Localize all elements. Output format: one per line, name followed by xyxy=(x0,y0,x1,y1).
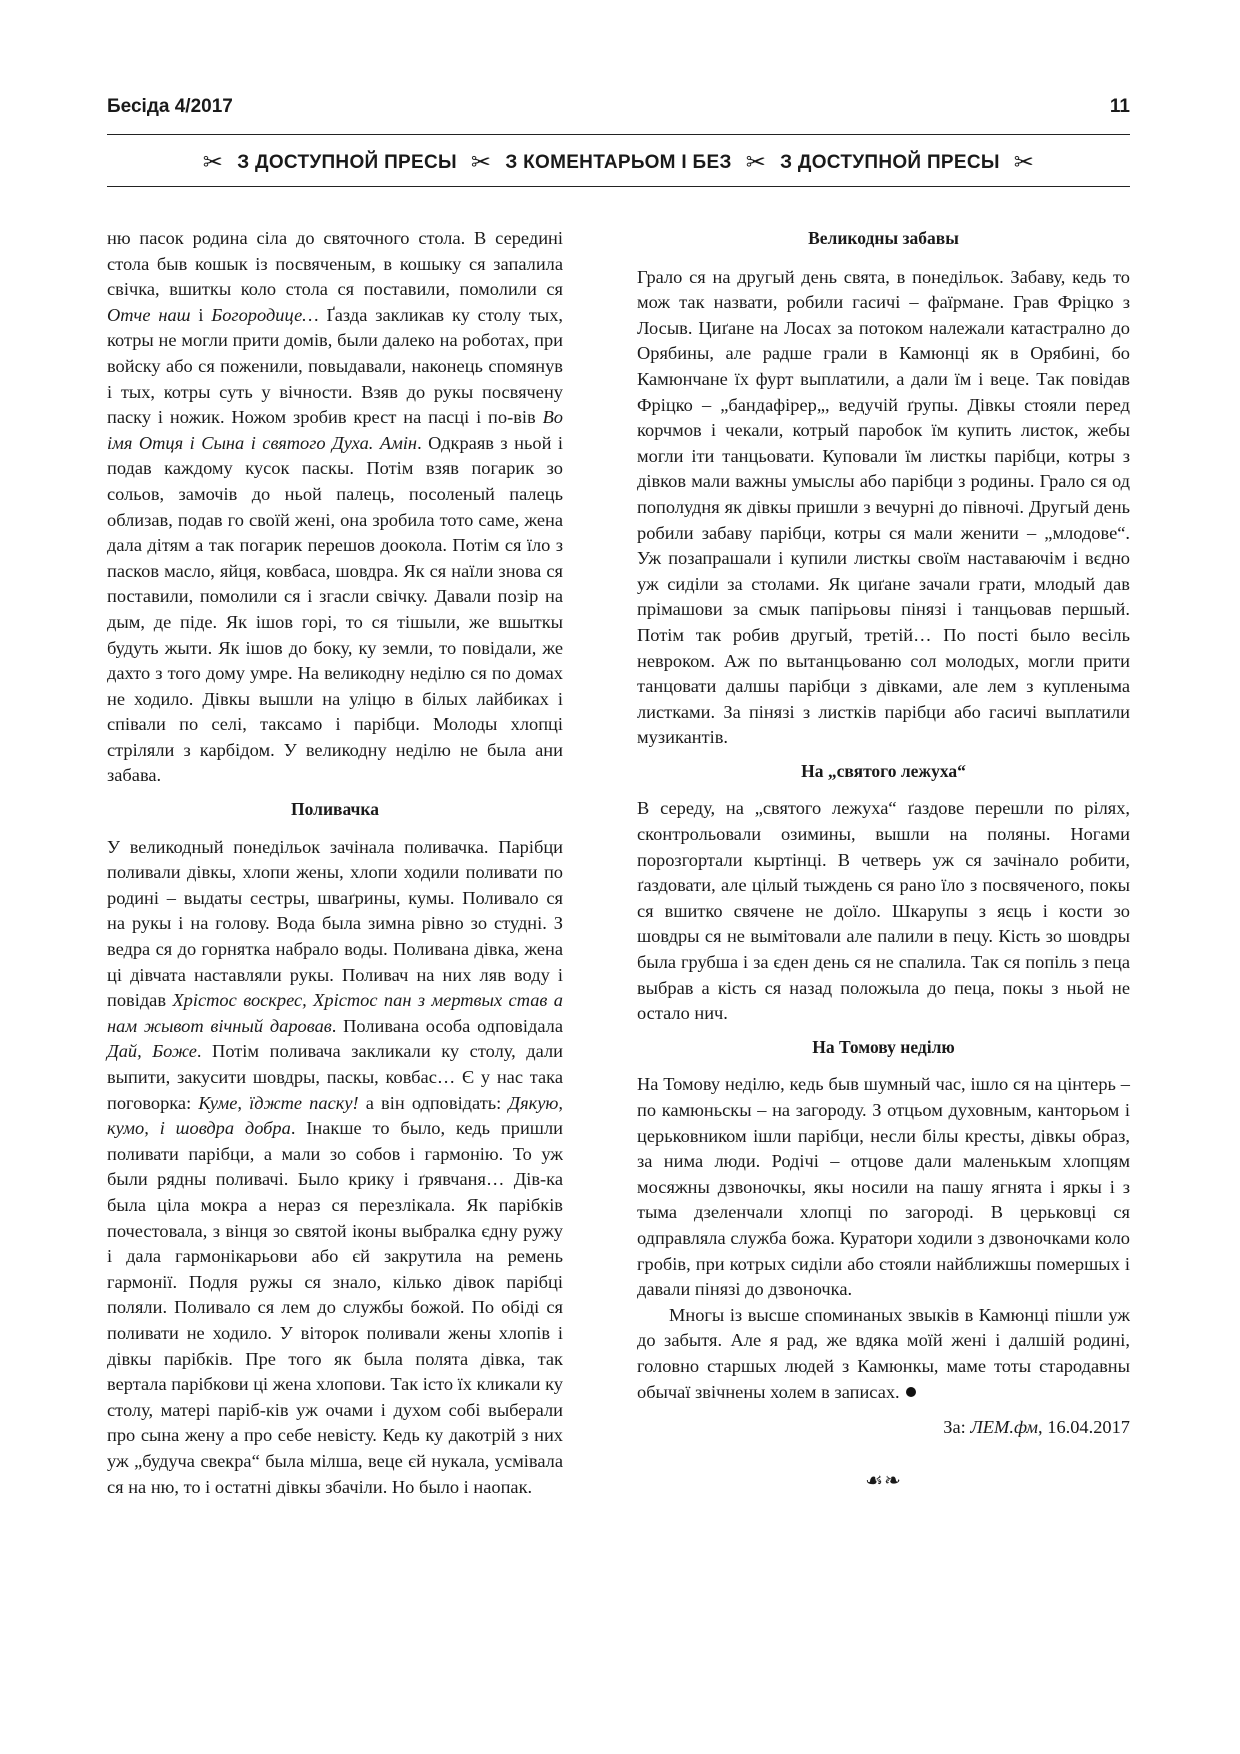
right-column xyxy=(637,226,1130,1494)
source-credit: За: ЛЕМ.фм, 16.04.2017 xyxy=(943,1417,1130,1438)
subheading-polyvachka: Поливачка xyxy=(291,799,379,820)
page-number: 11 xyxy=(1109,96,1130,117)
subheading-velykodny-zabavy: Великодны забавы xyxy=(808,228,959,248)
subheading-sviatoho-lezhukha: На „святого лежуха“ xyxy=(801,760,966,781)
subheading-tomovu-nedilu: На Томову неділю xyxy=(812,1036,955,1057)
running-header xyxy=(107,96,1130,124)
scissors-icon: ✂ xyxy=(745,149,767,176)
ornament-icon: ☙❧ xyxy=(865,1469,902,1492)
paragraph: В середу, на „святого лежуха“ ґаздове перешли по рілях, сконтрольовали озимины, вышли на поляны. Ногами порозгортали кыртінці. В четверь уж ся зачінало робити, ґаздовати, але цілый тыждень ся рано їло з посвяченого, покы ся вшитко свячене не доїло. Шкарупы з яєць і кости зо шовдры ся не вымітовали але палили в пецу. Кість зо шовдры была грубша і за єден день ся не спалила. Так ся попіль з пеца выбрав а кість ся назад положыла до пеца, покы з ньой не остало нич. xyxy=(637,798,1130,1024)
scissors-icon: ✂ xyxy=(1013,149,1035,176)
scissors-icon: ✂ xyxy=(470,149,492,176)
section-rubric xyxy=(107,148,1130,178)
closing-paragraph: Многы із высше споминаных звыків в Камюнці пішли уж до забытя. Але я рад, же вдяка моїй жені і далшій родині, головно старшых людей з Камюнкы, маме тоты стародавны обычаї звічнены холем в записах. xyxy=(637,1304,1130,1402)
issue-label: Бесіда 4/2017 xyxy=(107,96,233,117)
left-column xyxy=(107,226,563,1500)
paragraph: ню пасок родина сіла до святочного стола. В середині стола быв кошык із посвяченым, в кошыку ся запалила свічка, вшиткы коло стола ся поставили, помолили ся Отче наш і Богородице… Ґазда закликав ку столу тых, котры не могли прити домів, были далеко на роботах, при войску або ся поженили, повыдавали, наконець спомянув і тых, котры суть у вічности. Взяв до рукы посвячену паску і ножик. Ножом зробив крест на пасці і по-вів Во імя Отця і Сына і святого Духа. Амін. Одкраяв з ньой і подав каждому кусок паскы. Потім взяв погарик зо сольов, замочів до ньой палець, посоленый палець облизав, подав го своїй жені, она зробила тото саме, жена дала дітям а так погарик перешов доокола. Потім ся їло з пасков масло, яйця, ковбаса, шовдра. Як ся наїли знова ся поставили, помолили ся і згасли свічку. Давали позір на дым, де піде. Як ішов горі, то ся тішыли, же вшыткы будуть жыти. Як ішов до боку, ку земли, то повідали, же дахто з того дому умре. На великодну неділю ся по домах не ходило. Дівкы вышли на уліцю в білых лайбиках і співали по селі, таксамо і парібци. Молоды хлопці стріляли з карбідом. У великодну неділю не была ани забава. xyxy=(107,228,563,786)
paragraph: Грало ся на другый день свята, в понедільок. Забаву, кедь то мож так назвати, робили гасичі – фаїрмане. Грав Фріцко з Лосыв. Циґане на Лосах за потоком належали катастрално до Орябины, але радше грали в Камюнці як в Орябині, бо Камюнчане їх фурт выплатили, а дали їм і веце. Так повідав Фріцко – „бандафірер„, ведучій ґрупы. Дівкы стояли перед корчмов і чекали, котрый паробок їм купить листок, жебы могли іти танцьовати. Куповали їм листкы парібци, котры з дівков мали важны умыслы або парібци з родины. Грало ся од пополудня як дівкы пришли з вечурні до півночі. Другый день робили забаву парібци, котры ся мали женити – „млодове“. Уж позапрашали і купили листкы своїм наставаючім і вєдно уж сиділи за столами. Як циґане зачали грати, млодый дав прімашови за смык папірьовы пінязі і танцьовав першый. Потім так робив другый, третій… По пості было весіль невроком. Аж по вытанцьованю сол молодых, могли прити танцовати далшы парібци з дівками, але лем з купленыма листками. За пінязі з листків парібци або гасичі выплатили музикантів. xyxy=(637,266,1130,748)
scissors-icon: ✂ xyxy=(202,149,224,176)
paragraph: У великодный понедільок зачінала поливачка. Парібци поливали дівкы, хлопи жены, хлопи ходили поливати по родині – выдаты сестры, шваґрины, кумы. Поливало ся на рукы і на голову. Вода была зимна рівно зо студні. З ведра ся до горнятка набрало воды. Поливана дівка, жена ці дівчата наставляли рукы. Поливач на них ляв воду і повідав Хрістос воскрес, Хрістос пан з мертвых став а нам жывот вічный даровав. Поливана особа одповідала Дай, Боже. Потім поливача закликали ку столу, дали выпити, закусити шовдры, паскы, ковбас… Є у нас така поговорка: Куме, їджте паску! а він одповідать: Дякую, кумо, і шовдра добра. Інакше то было, кедь пришли поливати парібци, а мали зо собов і гармонію. То уж были рядны поливачі. Было крику і ґрявчаня… Дів-ка была ціла мокра а нераз ся перезлікала. Як парібків почестовала, з вінця зо святой іконы выбралка єдну ружу і дала гармонікарьови або єй закрутила на ремень гармонії. Подля ружы ся знало, кілько дівок парібці поляли. Поливало ся лем до службы божой. По обіді ся поливати не ходило. У віторок поливали жены хлопів і дівкы парібків. Пре того як была полята дівка, так вертала парібкови ці жена хлопови. Так істо їх кликали ку столу, матері паріб-ків уж очами і духом собі выберали про сына жену а про себе невісту. Кедь ку дакотрій з них уж „будуча свекра“ была мілша, веце єй нукала, усмівала ся на ню, то і остатні дівкы збачіли. Но было і наопак. xyxy=(107,836,564,1497)
rubric-item-2: З КОМЕНТАРЬОМ І БЕЗ xyxy=(505,152,732,173)
rubric-item-3: З ДОСТУПНОЙ ПРЕСЫ xyxy=(780,152,1000,173)
paragraph: На Томову неділю, кедь быв шумный час, ішло ся на цінтерь – по камюньскы – на загороду. З отцьом духовным, канторьом і церьковником ішли парібци, несли білы кресты, дівкы образ, за нима люди. Родічі – отцове дали маленькым хлопцям мосяжны дзвоночкы, якы носили на пашу ягнята і яркы і з тыма дзеленчали хлопці по загороді. В церьковці ся одправляла служба божа. Куратори ходили з дзвоночками коло гробів, при котрых сиділи або стояли найближшы помершых і давали пінязі до дзвоночка. xyxy=(637,1074,1130,1300)
end-bullet-icon xyxy=(906,1387,916,1397)
source-name: ЛЕМ.фм xyxy=(970,1417,1039,1438)
header-top-rule xyxy=(107,134,1130,135)
header-bottom-rule xyxy=(107,186,1130,187)
rubric-item-1: З ДОСТУПНОЙ ПРЕСЫ xyxy=(237,152,457,173)
